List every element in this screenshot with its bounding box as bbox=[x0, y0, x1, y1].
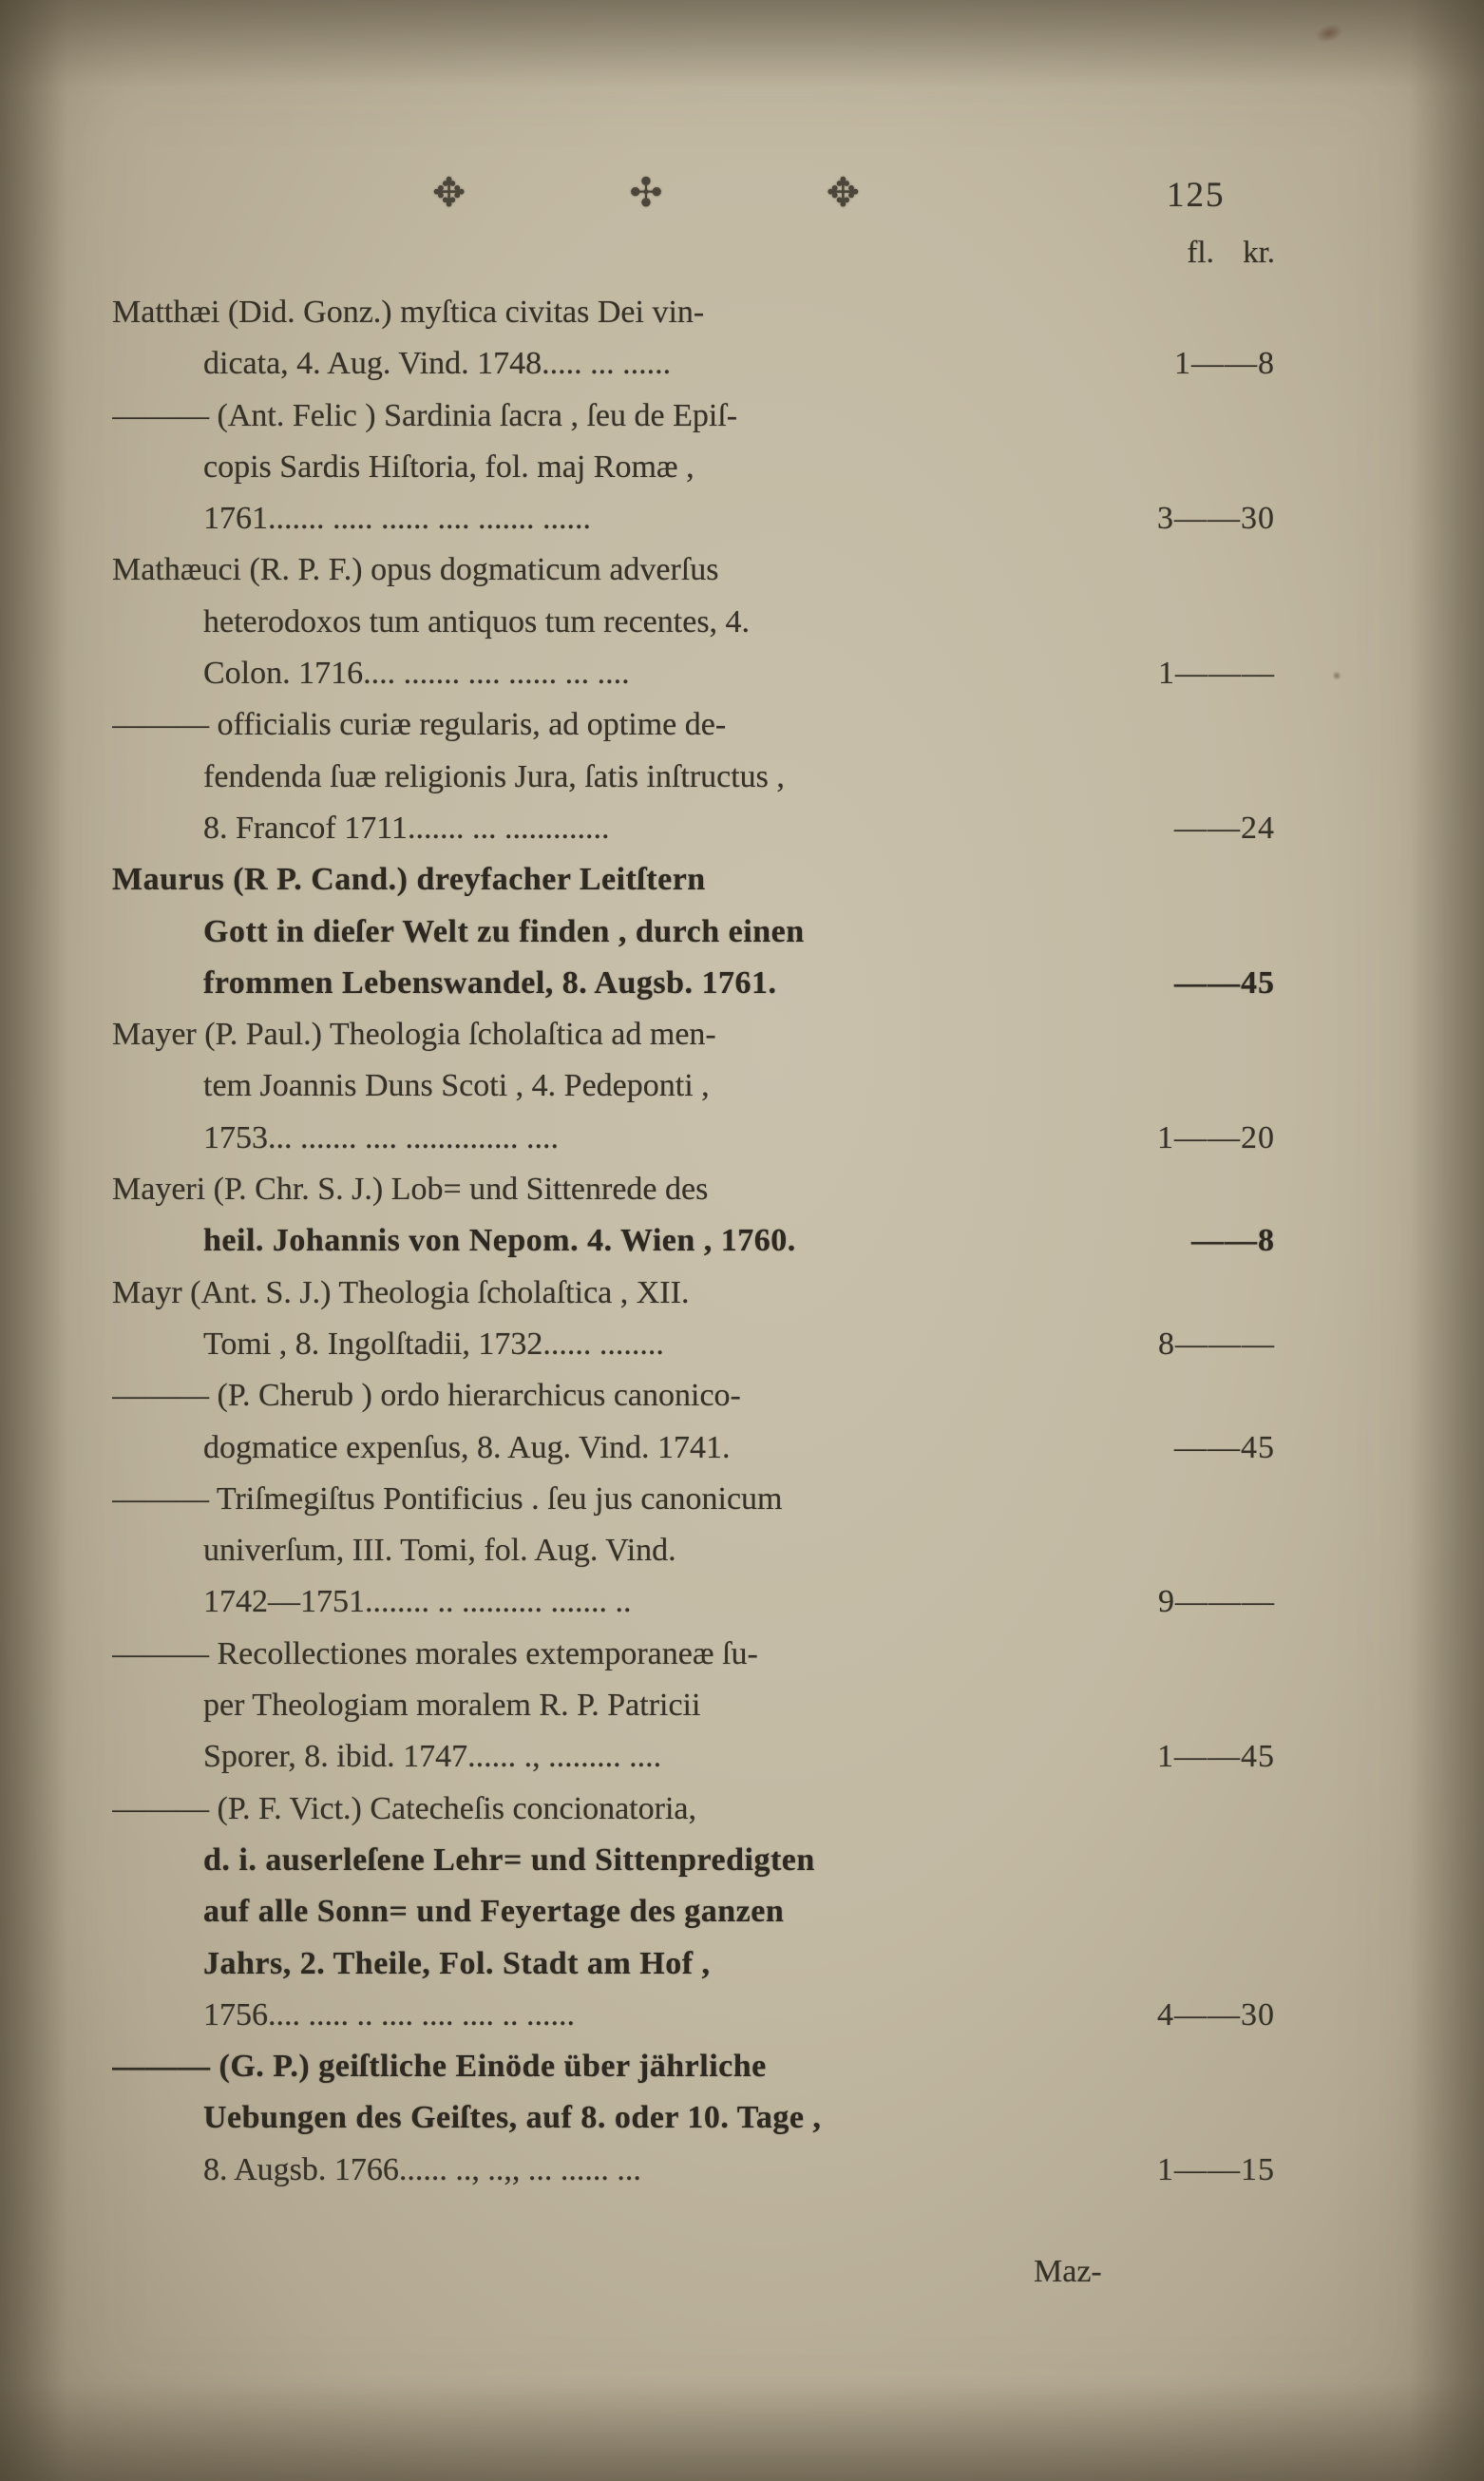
entry-text: auf alle Sonn= und Feyertage des ganzen bbox=[203, 1894, 785, 1930]
entry-line bbox=[112, 346, 1275, 397]
entry-line bbox=[112, 1378, 1275, 1429]
entry-line bbox=[112, 604, 1275, 656]
entry-price: 8——— bbox=[1158, 1326, 1275, 1362]
ornament-row bbox=[432, 169, 860, 217]
entry-text: dogmatice expenſus, 8. Aug. Vind. 1741. bbox=[203, 1429, 731, 1465]
entry-price: 1——45 bbox=[1157, 1739, 1275, 1775]
ink-smudge bbox=[1313, 21, 1345, 46]
entry-line bbox=[112, 2152, 1275, 2204]
entry-text: ——— Recollectiones morales extemporaneæ ſu- bbox=[112, 1635, 758, 1671]
entry-line bbox=[112, 2049, 1275, 2100]
entry-text: heil. Johannis von Nepom. 4. Wien , 1760. bbox=[203, 1223, 796, 1259]
entry-line bbox=[112, 449, 1275, 501]
entry-text: ——— (G. P.) geiſtliche Einöde über jährliche bbox=[112, 2049, 767, 2085]
entry-price: 4——30 bbox=[1157, 1996, 1275, 2033]
entry-text: d. i. auserleſene Lehr= und Sittenpredigten bbox=[203, 1842, 815, 1878]
entry-line bbox=[112, 1120, 1275, 1172]
entry-text: Maurus (R P. Cand.) dreyfacher Leitſtern bbox=[112, 862, 706, 898]
fleuron-icon: ✥ bbox=[432, 172, 466, 216]
entry-text: Gott in dieſer Welt zu finden , durch einen bbox=[203, 913, 805, 949]
entry-line bbox=[112, 501, 1275, 552]
entry-price: ——24 bbox=[1174, 810, 1275, 846]
entry-text: 1753... ....... .... .............. .... bbox=[203, 1119, 559, 1155]
entry-line bbox=[112, 1842, 1275, 1894]
entry-line bbox=[112, 1688, 1275, 1739]
entry-price: ——45 bbox=[1174, 1429, 1275, 1465]
entry-price: 9——— bbox=[1158, 1584, 1275, 1620]
entry-text: frommen Lebenswandel, 8. Augsb. 1761. bbox=[203, 964, 777, 1001]
entry-line bbox=[112, 1894, 1275, 1945]
entry-text: univerſum, III. Tomi, fol. Aug. Vind. bbox=[203, 1533, 676, 1569]
entry-line bbox=[112, 1017, 1275, 1068]
entry-text: 1761....... ..... ...... .... ....... ...... bbox=[203, 501, 591, 537]
entry-text: Colon. 1716.... ....... .... ...... ... .... bbox=[203, 656, 630, 692]
entry-line bbox=[112, 295, 1275, 346]
entry-price: ——8 bbox=[1191, 1223, 1275, 1259]
entry-text: Mayeri (P. Chr. S. J.) Lob= und Sittenrede des bbox=[112, 1172, 709, 1208]
entry-line bbox=[112, 1533, 1275, 1584]
entry-text: copis Sardis Hiſtoria, fol. maj Romæ , bbox=[203, 448, 694, 485]
catchword: Maz- bbox=[1034, 2254, 1102, 2289]
catalog-entry-list bbox=[112, 295, 1275, 2204]
entry-line bbox=[112, 1326, 1275, 1378]
entry-line bbox=[112, 1481, 1275, 1533]
entry-price: 3——30 bbox=[1157, 501, 1275, 537]
entry-text: ——— (P. F. Vict.) Catecheſis concionatoria, bbox=[112, 1790, 696, 1826]
entry-line bbox=[112, 759, 1275, 811]
entry-line bbox=[112, 1584, 1275, 1635]
entry-line bbox=[112, 398, 1275, 449]
paper-speck bbox=[1332, 671, 1341, 680]
entry-text: ——— (Ant. Felic ) Sardinia ſacra , ſeu de Epiſ- bbox=[112, 397, 738, 433]
entry-line bbox=[112, 1223, 1275, 1274]
entry-text: ——— (P. Cherub ) ordo hierarchicus canonico- bbox=[112, 1378, 741, 1414]
entry-line bbox=[112, 1275, 1275, 1326]
entry-price: ——45 bbox=[1174, 964, 1275, 1001]
entry-line bbox=[112, 1997, 1275, 2049]
entry-text: 1742—1751........ .. .......... ....... .. bbox=[203, 1584, 632, 1620]
page-number: 125 bbox=[1167, 176, 1226, 215]
entry-price: 1——— bbox=[1158, 656, 1275, 692]
entry-text: Mayer (P. Paul.) Theologia ſcholaſtica ad men- bbox=[112, 1017, 716, 1053]
fleuron-icon: ✣ bbox=[629, 172, 663, 216]
entry-text: heterodoxos tum antiquos tum recentes, 4. bbox=[203, 603, 751, 639]
currency-column-header: fl. kr. bbox=[1187, 236, 1275, 270]
entry-text: Mayr (Ant. S. J.) Theologia ſcholaſtica , XII. bbox=[112, 1274, 690, 1310]
entry-line bbox=[112, 862, 1275, 913]
entry-text: Matthæi (Did. Gonz.) myſtica civitas Dei vin- bbox=[112, 295, 705, 330]
entry-line bbox=[112, 1636, 1275, 1688]
entry-text: tem Joannis Duns Scoti , 4. Pedeponti , bbox=[203, 1068, 710, 1104]
entry-text: fendenda ſuæ religionis Jura, ſatis inſtructus , bbox=[203, 758, 785, 794]
entry-price: 1——8 bbox=[1174, 346, 1275, 382]
fleuron-icon: ✥ bbox=[826, 172, 860, 216]
entry-line bbox=[112, 552, 1275, 603]
entry-text: per Theologiam moralem R. P. Patricii bbox=[203, 1688, 701, 1724]
entry-line bbox=[112, 1791, 1275, 1842]
entry-line bbox=[112, 1068, 1275, 1119]
entry-text: Jahrs, 2. Theile, Fol. Stadt am Hof , bbox=[203, 1945, 711, 1981]
entry-line bbox=[112, 1946, 1275, 1997]
entry-text: dicata, 4. Aug. Vind. 1748..... ... ...... bbox=[203, 346, 672, 382]
entry-line bbox=[112, 1430, 1275, 1481]
entry-text: Tomi , 8. Ingolſtadii, 1732...... ........ bbox=[203, 1326, 664, 1362]
entry-text: ——— officialis curiæ regularis, ad optime de- bbox=[112, 707, 727, 743]
entry-text: 8. Francof 1711....... ... ............. bbox=[203, 810, 610, 846]
entry-price: 1——20 bbox=[1157, 1119, 1275, 1155]
entry-line bbox=[112, 1739, 1275, 1790]
entry-line bbox=[112, 2100, 1275, 2151]
entry-line bbox=[112, 1172, 1275, 1223]
entry-text: Mathæuci (R. P. F.) opus dogmaticum adverſus bbox=[112, 552, 719, 588]
entry-line bbox=[112, 914, 1275, 965]
entry-price: 1——15 bbox=[1157, 2151, 1275, 2187]
entry-text: ——— Triſmegiſtus Pontificius . ſeu jus canonicum bbox=[112, 1480, 783, 1517]
entry-text: Uebungen des Geiſtes, auf 8. oder 10. Tage , bbox=[203, 2100, 822, 2136]
entry-line bbox=[112, 811, 1275, 862]
entry-line bbox=[112, 707, 1275, 758]
entry-text: 8. Augsb. 1766...... .., ..,, ... ...... ... bbox=[203, 2151, 641, 2187]
entry-text: Sporer, 8. ibid. 1747...... ., ......... .... bbox=[203, 1739, 662, 1775]
entry-line bbox=[112, 656, 1275, 707]
entry-line bbox=[112, 965, 1275, 1017]
entry-text: 1756.... ..... .. .... .... .... .. ...... bbox=[203, 1996, 575, 2033]
